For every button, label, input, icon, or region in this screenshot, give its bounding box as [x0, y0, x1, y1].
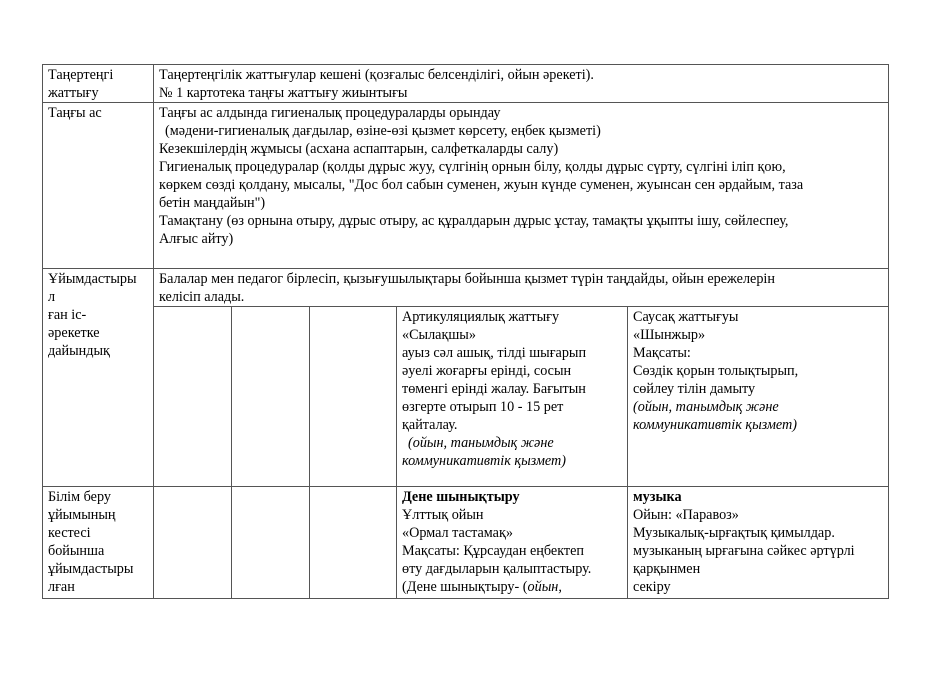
pe-line-5-prefix: (Дене шынықтыру- ( — [402, 579, 528, 595]
articulation-title: Артикуляциялық жаттығу — [402, 309, 560, 325]
schedule-label-2: ұйымының — [48, 507, 116, 523]
music-line-1: Ойын: «Паравоз» — [633, 507, 739, 523]
breakfast-line-8: Алғыс айту) — [159, 231, 234, 247]
prep-empty-cell-2 — [232, 307, 310, 487]
music-line-5: секіру — [633, 579, 671, 595]
physical-education-cell — [397, 487, 628, 599]
prep-label-2: л — [48, 289, 56, 305]
row-morning-exercise — [43, 65, 889, 103]
finger-goal-2: сөйлеу тілін дамыту — [633, 381, 756, 397]
breakfast-line-2: (мәдени-гигиеналық дағдылар, өзіне-өзі қызмет көрсету, еңбек қызметі) — [165, 123, 601, 139]
row-label-preparation — [43, 269, 154, 487]
morning-line-1: Таңертеңгілік жаттығулар кешені (қозғалыс белсенділігі, ойын әрекеті). — [159, 67, 594, 83]
finger-goal-label: Мақсаты: — [633, 345, 691, 361]
prep-empty-cell-3 — [310, 307, 397, 487]
music-title: музыка — [633, 489, 682, 505]
physical-education-title: Дене шынықтыру — [402, 489, 520, 505]
prep-intro — [154, 269, 889, 307]
breakfast-content — [154, 103, 889, 269]
schedule-empty-cell-2 — [232, 487, 310, 599]
music-line-2: Музыкалық-ырғақтық қимылдар. — [633, 525, 835, 541]
finger-exercise-cell — [628, 307, 889, 487]
row-organized-activities — [43, 487, 889, 599]
pe-line-2: «Ормал тастамақ» — [402, 525, 513, 541]
finger-goal-1: Сөздік қорын толықтырып, — [633, 363, 799, 379]
articulation-text-4: өзгерте отырып 10 - 15 рет — [402, 399, 564, 415]
articulation-exercise-cell — [397, 307, 628, 487]
row-label-schedule — [43, 487, 154, 599]
prep-intro-line-1: Балалар мен педагог бірлесіп, қызығушылықтары бойынша қызмет түрін таңдайды, ойын ережелерін — [159, 271, 775, 287]
row-label-breakfast: Таңғы ас — [43, 103, 154, 269]
articulation-name: «Сылақшы» — [402, 327, 476, 343]
music-cell — [628, 487, 889, 599]
breakfast-line-5: көркем сөзді қолдану, мысалы, "Дос бол сабын суменен, жуын күнде суменен, жуынсан сен әрдайым, таза — [159, 177, 804, 193]
articulation-text-5: қайталау. — [402, 417, 458, 433]
articulation-note-2: коммуникативтік қызмет) — [402, 453, 566, 469]
prep-label-4: әрекетке — [48, 325, 100, 341]
breakfast-line-6: бетін маңдайын") — [159, 195, 266, 211]
schedule-empty-cell-3 — [310, 487, 397, 599]
prep-label-1: Ұйымдастыры — [48, 271, 137, 287]
breakfast-line-7: Тамақтану (өз орнына отыру, дұрыс отыру, ас құралдарын дұрыс ұстау, тамақты ұқыпты ішу, сөйлеспеу, — [159, 213, 789, 229]
schedule-label-1: Білім беру — [48, 489, 111, 505]
articulation-text-2: әуелі жоғарғы ерінді, сосын — [402, 363, 572, 379]
schedule-label-3: кестесі — [48, 525, 91, 541]
pe-line-1: Ұлттық ойын — [402, 507, 484, 523]
schedule-empty-cell-1 — [154, 487, 232, 599]
breakfast-line-4: Гигиеналық процедуралар (қолды дұрыс жуу, сүлгінің орнын білу, қолды дұрыс сүрту, сүлгіні іліп қою, — [159, 159, 786, 175]
articulation-text-1: ауыз сәл ашық, тілді шығарып — [402, 345, 587, 361]
prep-intro-line-2: келісіп алады. — [159, 289, 245, 305]
schedule-table — [42, 64, 889, 599]
prep-label-5: дайындық — [48, 343, 110, 359]
music-line-4: қарқынмен — [633, 561, 701, 577]
breakfast-line-3: Кезекшілердің жұмысы (асхана аспаптарын, салфеткаларды салу) — [159, 141, 559, 157]
schedule-label-5: ұйымдастыры — [48, 561, 134, 577]
schedule-label-4: бойынша — [48, 543, 105, 559]
breakfast-line-1: Таңғы ас алдында гигиеналық процедураларды орындау — [159, 105, 501, 121]
articulation-note-1: (ойын, танымдық және — [408, 435, 554, 451]
finger-title: Саусақ жаттығуы — [633, 309, 739, 325]
pe-line-5 — [402, 578, 623, 596]
row-breakfast — [43, 103, 889, 269]
finger-note-1: (ойын, танымдық және — [633, 399, 779, 415]
pe-line-4: өту дағдыларын қалыптастыру. — [402, 561, 592, 577]
morning-line-2: № 1 картотека таңғы жаттығу жиынтығы — [159, 85, 408, 101]
finger-name: «Шынжыр» — [633, 327, 706, 343]
music-line-3: музыканың ырғағына сәйкес әртүрлі — [633, 543, 855, 559]
row-label-morning: Таңертеңгі жаттығу — [43, 65, 154, 103]
prep-empty-cell-1 — [154, 307, 232, 487]
morning-content — [154, 65, 889, 103]
schedule-label-6: лған — [48, 579, 75, 595]
finger-note-2: коммуникативтік қызмет) — [633, 417, 797, 433]
row-preparation-activities — [43, 307, 889, 487]
pe-line-5-italic: ойын, — [527, 579, 562, 595]
articulation-text-3: төменгі ерінді жалау. Бағытын — [402, 381, 586, 397]
row-preparation — [43, 269, 889, 307]
prep-label-3: ған іс- — [48, 307, 87, 323]
pe-line-3: Мақсаты: Құрсаудан еңбектеп — [402, 543, 584, 559]
